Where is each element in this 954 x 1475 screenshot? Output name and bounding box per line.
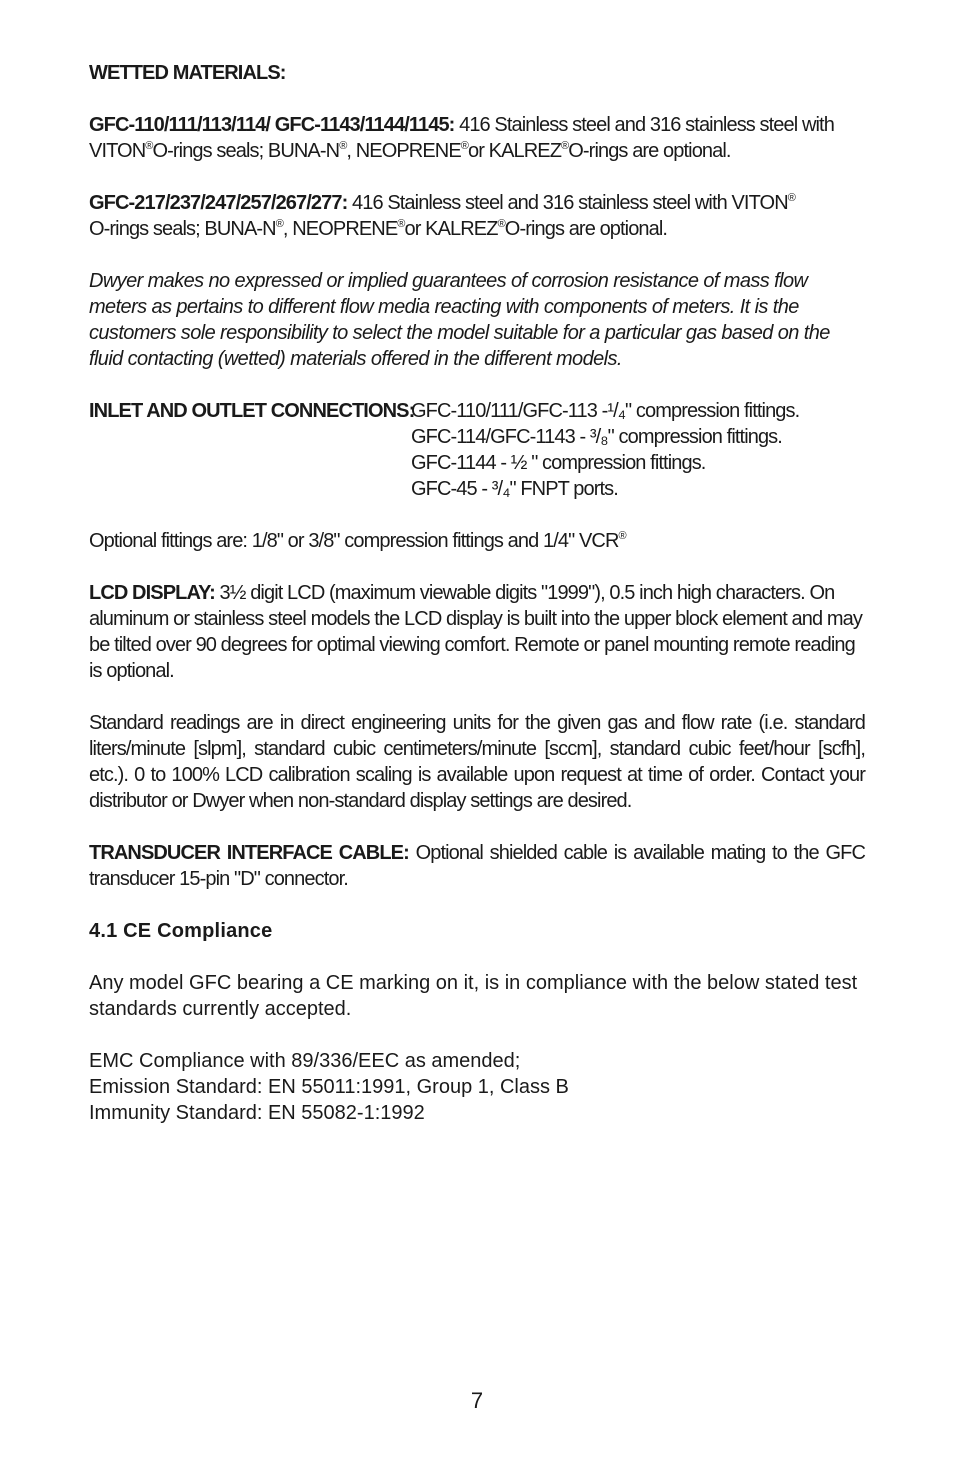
transducer-cable-text: Optional shielded cable is available mating to the GFC transducer 15-pin "D" connector.: [89, 842, 865, 890]
registered-mark: ®: [787, 192, 795, 204]
transducer-cable-paragraph: [89, 840, 865, 892]
registered-mark: ®: [460, 140, 468, 152]
page-number: 7: [470, 1388, 484, 1413]
text-segment: O-rings seals; BUNA-N: [89, 218, 276, 240]
optional-fittings-text: Optional fittings are: 1/8" or 3/8" compression fittings and 1/4" VCR: [89, 530, 619, 552]
connection-line: GFC-1144 - ½ " compression fittings.: [411, 452, 706, 474]
ce-standards-list: [89, 1048, 865, 1126]
connections-label: INLET AND OUTLET CONNECTIONS:: [89, 400, 415, 422]
model-group-label-2: GFC-217/237/247/257/267/277:: [89, 192, 348, 214]
registered-mark: ®: [275, 218, 283, 230]
text-segment: O-rings are optional.: [504, 218, 668, 240]
corrosion-disclaimer: Dwyer makes no expressed or implied guarantees of corrosion resistance of mass flow meters as pertains to different flow media reacting with components of meters. It is the customers sole responsibility to select the model suitable for a particular gas based on the fluid contacting (wetted) materials offered in the different models.: [89, 270, 830, 370]
registered-mark: ®: [561, 140, 569, 152]
connection-line: GFC-114/GFC-1143 - ³/₈" compression fittings.: [411, 426, 782, 448]
registered-mark: ®: [397, 218, 405, 230]
connection-line: GFC-45 - ³/₄" FNPT ports.: [411, 478, 618, 500]
connections-list: [411, 398, 865, 502]
wetted-materials-paragraph-2: [89, 190, 865, 242]
registered-mark: ®: [497, 218, 505, 230]
immunity-standard-line: Immunity Standard: EN 55082-1:1992: [89, 1102, 425, 1124]
registered-mark: ®: [618, 530, 626, 542]
text-segment: O-rings are optional.: [568, 140, 731, 162]
lcd-display-text: 3½ digit LCD (maximum viewable digits "1999"), 0.5 inch high characters. On aluminum or stainless steel models the LCD display is built into the upper block element and may be tilted over 90 degrees for optimal viewing comfort. Remote or panel mounting remote reading is optional.: [89, 582, 862, 682]
optional-fittings: [89, 528, 865, 554]
text-segment: , NEOPRENE: [282, 218, 398, 240]
standard-readings-paragraph: Standard readings are in direct engineering units for the given gas and flow rate (i.e. standard liters/minute [slpm], standard cubic centimeters/minute [sccm], standard cubic feet/hour [scfh], etc.). 0 to 100% LCD calibration scaling is available upon request at time of order. Contact your distributor or Dwyer when non-standard display settings are desired.: [89, 712, 865, 812]
text-segment: 416 Stainless steel and 316 stainless steel with VITON: [89, 114, 834, 162]
emission-standard-line: Emission Standard: EN 55011:1991, Group 1, Class B: [89, 1076, 569, 1098]
registered-mark: ®: [145, 140, 153, 152]
text-segment: 416 Stainless steel and 316 stainless steel with VITON: [347, 192, 788, 214]
ce-compliance-heading: 4.1 CE Compliance: [89, 920, 273, 942]
lcd-display-paragraph: [89, 580, 865, 684]
document-page: [89, 60, 865, 1126]
text-segment: or KALREZ: [468, 140, 562, 162]
text-segment: , NEOPRENE: [346, 140, 461, 162]
ce-compliance-intro: Any model GFC bearing a CE marking on it, is in compliance with the below stated test standards currently accepted.: [89, 972, 858, 1020]
model-group-label-1: GFC-110/111/113/114/ GFC-1143/1144/1145:: [89, 114, 455, 136]
registered-mark: ®: [339, 140, 347, 152]
text-segment: O-rings seals; BUNA-N: [152, 140, 340, 162]
wetted-materials-paragraph-1: [89, 112, 865, 164]
emc-compliance-line: EMC Compliance with 89/336/EEC as amended;: [89, 1050, 521, 1072]
connections-block: [89, 398, 865, 502]
transducer-cable-label: TRANSDUCER INTERFACE CABLE:: [89, 842, 409, 864]
wetted-materials-heading: WETTED MATERIALS:: [89, 62, 286, 84]
text-segment: or KALREZ: [404, 218, 498, 240]
connection-line: GFC-110/111/GFC-113 -¹/₄" compression fittings.: [411, 400, 800, 422]
lcd-display-label: LCD DISPLAY:: [89, 582, 215, 604]
